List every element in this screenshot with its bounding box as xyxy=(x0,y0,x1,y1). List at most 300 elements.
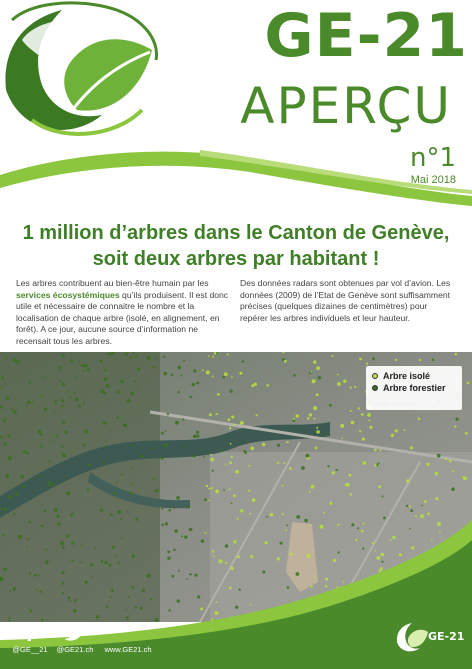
tree-marker xyxy=(204,498,207,501)
tree-marker xyxy=(231,456,233,458)
tree-marker xyxy=(463,477,467,481)
tree-marker xyxy=(362,438,365,441)
twitter-link[interactable] xyxy=(60,622,90,642)
tree-marker xyxy=(210,454,212,456)
tree-marker xyxy=(395,429,398,432)
tree-marker xyxy=(193,435,197,439)
tree-marker xyxy=(454,425,456,427)
tree-marker xyxy=(350,410,352,412)
tree-marker xyxy=(78,405,81,408)
tree-marker xyxy=(134,380,136,382)
tree-marker xyxy=(121,474,123,476)
tree-marker xyxy=(74,391,76,393)
tree-marker xyxy=(451,487,455,491)
tree-marker xyxy=(117,391,120,394)
footer-brand: GE-21 xyxy=(428,630,465,643)
tree-marker xyxy=(39,445,41,447)
intro-right-column: Des données radars sont obtenues par vol d’avion. Les données (2009) de l’Etat de Genève sont suffisamment précises (quelques dizaines de centimètres) pour repérer les arbres individuels et leur hauteur. xyxy=(240,278,451,323)
tree-marker xyxy=(383,517,386,520)
tree-marker xyxy=(193,369,196,372)
tree-marker xyxy=(180,375,182,377)
tree-marker xyxy=(427,513,430,516)
tree-marker xyxy=(57,515,60,518)
tree-marker xyxy=(215,490,219,494)
tree-marker xyxy=(225,463,227,465)
tree-marker xyxy=(206,370,210,374)
tree-marker xyxy=(41,395,43,397)
tree-marker xyxy=(340,424,344,428)
tree-marker xyxy=(367,413,371,417)
tree-marker xyxy=(284,462,286,464)
tree-marker xyxy=(119,378,121,380)
tree-marker xyxy=(104,378,108,382)
tree-marker xyxy=(131,356,133,358)
tree-marker xyxy=(346,483,350,487)
tree-marker xyxy=(227,354,229,356)
tree-marker xyxy=(84,430,88,434)
tree-marker xyxy=(467,382,470,385)
tree-marker xyxy=(113,491,116,494)
tree-marker xyxy=(38,430,42,434)
tree-marker xyxy=(378,462,380,464)
tree-marker xyxy=(44,376,46,378)
tree-marker xyxy=(282,485,284,487)
tree-marker xyxy=(354,386,356,388)
tree-marker xyxy=(26,405,28,407)
tree-marker xyxy=(209,413,212,416)
tree-marker xyxy=(296,515,300,519)
tree-marker xyxy=(171,374,174,377)
tree-marker xyxy=(329,502,332,505)
tree-marker xyxy=(125,352,128,355)
tree-marker xyxy=(6,474,10,478)
brand-title: GE-21 xyxy=(264,1,468,71)
tree-marker xyxy=(70,514,73,517)
tree-marker xyxy=(184,445,186,447)
legend-label-forest: Arbre forestier xyxy=(383,383,446,393)
tree-marker xyxy=(103,392,106,395)
tree-marker xyxy=(5,417,7,419)
tree-marker xyxy=(424,500,427,503)
image-credit: Image : swisstopo xyxy=(374,402,419,408)
tree-marker xyxy=(314,418,316,420)
tree-marker xyxy=(223,489,225,491)
tree-marker xyxy=(48,460,50,462)
tree-marker xyxy=(233,424,235,426)
tree-marker xyxy=(116,482,118,484)
tree-marker xyxy=(293,419,296,422)
tree-marker xyxy=(307,417,310,420)
tree-marker xyxy=(248,490,250,492)
tree-marker xyxy=(313,360,316,363)
tree-marker xyxy=(26,452,29,455)
tree-marker xyxy=(183,360,185,362)
tree-marker xyxy=(374,449,377,452)
tree-marker xyxy=(123,423,127,427)
tree-marker xyxy=(445,458,447,460)
issue-date: Mai 2018 xyxy=(410,174,456,186)
brand-subtitle: APERÇU xyxy=(240,77,452,135)
tree-marker xyxy=(147,356,151,360)
tree-marker xyxy=(62,421,65,424)
headline-line2: soit deux arbres par habitant ! xyxy=(92,248,380,270)
tree-marker xyxy=(202,369,204,371)
tree-marker xyxy=(131,483,133,485)
tree-marker xyxy=(3,419,6,422)
tree-marker xyxy=(61,399,64,402)
tree-marker xyxy=(164,444,168,448)
tree-marker xyxy=(196,434,199,437)
tree-marker xyxy=(323,512,325,514)
tree-marker xyxy=(8,495,12,499)
tree-marker xyxy=(316,427,318,429)
tree-marker xyxy=(231,503,233,505)
tree-marker xyxy=(176,496,180,500)
tree-marker xyxy=(0,406,3,409)
tree-marker xyxy=(169,509,172,512)
tree-marker xyxy=(69,396,71,398)
tree-marker xyxy=(193,455,195,457)
tree-marker xyxy=(87,368,90,371)
tree-marker xyxy=(153,366,155,368)
forest-tree-marker-icon xyxy=(372,385,378,391)
tree-marker xyxy=(163,356,165,358)
tree-marker xyxy=(212,356,214,358)
tree-marker xyxy=(87,488,90,491)
tree-marker xyxy=(217,393,220,396)
tree-marker xyxy=(137,368,140,371)
tree-marker xyxy=(135,390,137,392)
headline xyxy=(0,220,472,272)
tree-marker xyxy=(62,454,66,458)
tree-marker xyxy=(135,355,137,357)
tree-marker xyxy=(435,497,438,500)
tree-marker xyxy=(54,399,57,402)
tree-marker xyxy=(61,405,64,408)
tree-marker xyxy=(79,361,81,363)
tree-marker xyxy=(4,508,8,512)
tree-marker xyxy=(163,372,167,376)
tree-marker xyxy=(40,433,43,436)
tree-marker xyxy=(332,471,335,474)
tree-marker xyxy=(13,513,16,516)
tree-marker xyxy=(427,463,430,466)
tree-marker xyxy=(155,489,159,493)
tree-marker xyxy=(212,470,214,472)
tree-marker xyxy=(161,457,164,460)
tree-marker xyxy=(262,443,265,446)
tree-marker xyxy=(8,434,11,437)
tree-marker xyxy=(21,475,25,479)
tree-marker xyxy=(127,399,131,403)
facebook-link[interactable] xyxy=(14,622,44,642)
tree-marker xyxy=(455,353,458,356)
tree-marker xyxy=(420,514,424,518)
tree-marker xyxy=(61,354,64,357)
tree-marker xyxy=(61,445,64,448)
tree-marker xyxy=(248,465,250,467)
tree-marker xyxy=(55,435,58,438)
tree-marker xyxy=(410,446,413,449)
tree-marker xyxy=(266,384,269,387)
twitter-handle[interactable]: @GE21.ch xyxy=(56,645,94,654)
tree-marker xyxy=(231,416,234,419)
tree-marker xyxy=(88,464,91,467)
tree-marker xyxy=(212,376,214,378)
tree-marker xyxy=(13,410,17,414)
tree-marker xyxy=(418,418,421,421)
tree-marker xyxy=(391,434,394,437)
tree-marker xyxy=(277,462,279,464)
tree-marker xyxy=(8,456,12,460)
tree-marker xyxy=(16,360,20,364)
tree-marker xyxy=(153,478,155,480)
tree-marker xyxy=(406,505,408,507)
tree-marker xyxy=(409,505,411,507)
legend-item-isolated xyxy=(372,370,456,382)
intro-left-text: Les arbres contribuent au bien-être humain par les xyxy=(16,278,209,288)
tree-marker xyxy=(104,446,106,448)
tree-marker xyxy=(203,456,205,458)
tree-marker xyxy=(105,441,107,443)
tree-marker xyxy=(99,360,102,363)
tree-marker xyxy=(240,509,243,512)
legend-label-isolated: Arbre isolé xyxy=(383,371,431,381)
tree-marker xyxy=(60,380,62,382)
tree-marker xyxy=(41,446,43,448)
tree-marker xyxy=(406,479,410,483)
tree-marker xyxy=(313,406,317,410)
tree-marker xyxy=(211,487,213,489)
tree-marker xyxy=(222,376,225,379)
tree-marker xyxy=(336,469,338,471)
tree-marker xyxy=(240,421,244,425)
tree-marker xyxy=(229,461,232,464)
tree-marker xyxy=(41,475,43,477)
tree-marker xyxy=(83,444,86,447)
tree-marker xyxy=(31,401,33,403)
tree-marker xyxy=(228,418,231,421)
tree-marker xyxy=(66,491,70,495)
tree-marker xyxy=(53,411,55,413)
website-link[interactable]: www.GE21.ch xyxy=(104,645,152,654)
tree-marker xyxy=(44,408,48,412)
tree-marker xyxy=(15,492,19,496)
tree-marker xyxy=(350,387,352,389)
tree-marker xyxy=(216,413,218,415)
tree-marker xyxy=(277,444,280,447)
tree-marker xyxy=(289,467,292,470)
tree-marker xyxy=(293,374,296,377)
tree-marker xyxy=(70,360,73,363)
tree-marker xyxy=(435,472,439,476)
tree-marker xyxy=(230,443,232,445)
tree-marker xyxy=(266,516,268,518)
tree-marker xyxy=(270,513,274,517)
tree-marker xyxy=(250,447,254,451)
legend-item-forest xyxy=(372,382,456,394)
tree-marker xyxy=(286,441,288,443)
tree-marker xyxy=(455,418,458,421)
tree-marker xyxy=(103,461,106,464)
tree-marker xyxy=(23,450,26,453)
tree-marker xyxy=(49,485,52,488)
headline-line1: 1 million d’arbres dans le Canton de Genève, xyxy=(22,222,450,244)
tree-marker xyxy=(224,372,228,376)
tree-marker xyxy=(233,494,236,497)
tree-marker xyxy=(167,413,169,415)
tree-marker xyxy=(318,376,321,379)
tree-marker xyxy=(140,454,144,458)
tree-marker xyxy=(84,364,88,368)
tree-marker xyxy=(27,401,31,405)
issue-number: n°1 xyxy=(409,143,456,173)
tree-marker xyxy=(1,376,4,379)
tree-marker xyxy=(366,363,368,365)
tree-marker xyxy=(379,449,381,451)
facebook-icon xyxy=(23,623,35,641)
tree-marker xyxy=(244,451,247,454)
tree-marker xyxy=(230,390,233,393)
tree-marker xyxy=(53,483,56,486)
tree-marker xyxy=(83,403,85,405)
tree-marker xyxy=(410,509,413,512)
intro-left-column xyxy=(16,278,230,347)
tree-marker xyxy=(378,485,381,488)
isolated-tree-marker-icon xyxy=(372,373,378,379)
tree-marker xyxy=(129,492,132,495)
tree-marker xyxy=(214,352,217,355)
tree-marker xyxy=(196,382,199,385)
tree-marker xyxy=(359,430,361,432)
tree-marker xyxy=(282,513,284,515)
tree-marker xyxy=(177,366,181,370)
tree-marker xyxy=(249,513,251,515)
ge21-logo xyxy=(2,0,162,150)
tree-marker xyxy=(349,493,352,496)
tree-marker xyxy=(117,510,121,514)
tree-marker xyxy=(316,393,319,396)
tree-marker xyxy=(301,466,305,470)
tree-marker xyxy=(4,442,7,445)
tree-marker xyxy=(231,376,233,378)
tree-marker xyxy=(239,372,242,375)
tree-marker xyxy=(104,369,106,371)
tree-marker xyxy=(327,465,329,467)
tree-marker xyxy=(452,470,454,472)
tree-marker xyxy=(315,447,318,450)
tree-marker xyxy=(117,417,119,419)
tree-marker xyxy=(221,449,224,452)
tree-marker xyxy=(361,413,364,416)
tree-marker xyxy=(55,402,57,404)
tree-marker xyxy=(65,431,68,434)
tree-marker xyxy=(310,371,312,373)
facebook-handle[interactable]: @GE__21 xyxy=(12,645,48,654)
tree-marker xyxy=(11,408,13,410)
tree-marker xyxy=(229,488,231,490)
tree-marker xyxy=(309,413,312,416)
tree-marker xyxy=(359,358,362,361)
tree-marker xyxy=(59,366,62,369)
tree-marker xyxy=(465,432,468,435)
tree-marker xyxy=(309,491,311,493)
tree-marker xyxy=(67,391,69,393)
tree-marker xyxy=(312,379,316,383)
ecosystem-services-highlight: services écosystémiques xyxy=(16,289,120,300)
tree-marker xyxy=(419,359,421,361)
tree-marker xyxy=(152,447,154,449)
tree-marker xyxy=(127,511,129,513)
tree-marker xyxy=(130,392,134,396)
tree-marker xyxy=(306,454,310,458)
tree-marker xyxy=(235,470,239,474)
tree-marker xyxy=(337,374,339,376)
tree-marker xyxy=(100,509,103,512)
tree-marker xyxy=(329,404,332,407)
tree-marker xyxy=(432,359,434,361)
tree-marker xyxy=(53,508,57,512)
tree-marker xyxy=(316,430,320,434)
tree-marker xyxy=(351,421,355,425)
tree-marker xyxy=(229,427,231,429)
tree-marker xyxy=(437,454,441,458)
tree-marker xyxy=(349,474,352,477)
tree-marker xyxy=(343,380,346,383)
tree-marker xyxy=(208,500,210,502)
tree-marker xyxy=(110,514,113,517)
tree-marker xyxy=(449,460,452,463)
tree-marker xyxy=(372,357,375,360)
tree-marker xyxy=(208,355,210,357)
tree-marker xyxy=(22,485,25,488)
tree-marker xyxy=(48,481,52,485)
tree-marker xyxy=(332,355,334,357)
tree-marker xyxy=(177,391,179,393)
tree-marker xyxy=(186,505,189,508)
tree-marker xyxy=(210,458,214,462)
tree-marker xyxy=(131,444,133,446)
tree-marker xyxy=(358,407,360,409)
tree-marker xyxy=(182,418,184,420)
tree-marker xyxy=(76,377,78,379)
tree-marker xyxy=(296,414,299,417)
tree-marker xyxy=(415,515,417,517)
tree-marker xyxy=(83,370,85,372)
tree-marker xyxy=(161,507,163,509)
tree-marker xyxy=(206,485,209,488)
tree-marker xyxy=(316,366,320,370)
tree-marker xyxy=(311,485,315,489)
tree-marker xyxy=(6,357,8,359)
tree-marker xyxy=(103,421,106,424)
tree-marker xyxy=(192,383,195,386)
tree-marker xyxy=(121,380,124,383)
tree-marker xyxy=(107,352,110,355)
tree-marker xyxy=(131,467,133,469)
tree-marker xyxy=(284,360,287,363)
tree-marker xyxy=(190,396,193,399)
tree-marker xyxy=(382,495,384,497)
tree-marker xyxy=(337,382,341,386)
tree-marker xyxy=(363,461,367,465)
tree-marker xyxy=(395,359,397,361)
tree-marker xyxy=(404,429,406,431)
tree-marker xyxy=(75,398,79,402)
tree-marker xyxy=(61,452,63,454)
tree-marker xyxy=(52,440,54,442)
tree-marker xyxy=(208,488,210,490)
